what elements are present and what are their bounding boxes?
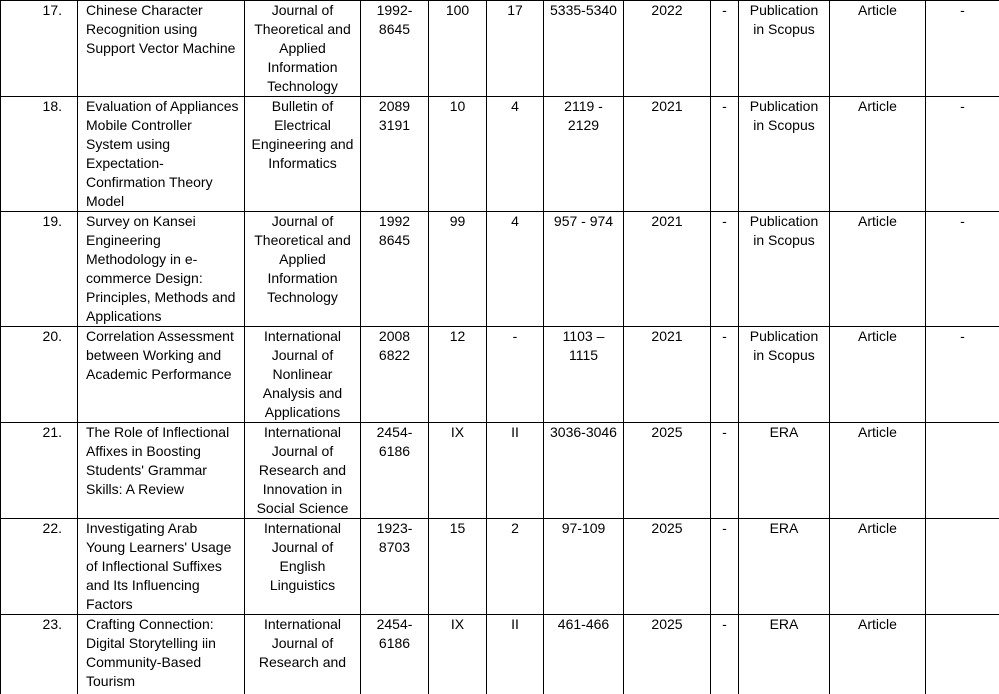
pages: 97-109: [544, 519, 624, 615]
dash-cell: -: [711, 423, 739, 519]
row-number: 22.: [1, 519, 78, 615]
issn: 2454-6186: [361, 423, 429, 519]
dash-cell: -: [711, 519, 739, 615]
issue: 17: [487, 1, 544, 97]
table-row: [1, 97, 999, 212]
row-number: 23.: [1, 615, 78, 694]
publication-type: Article: [830, 212, 926, 327]
article-title: Chinese Character Recognition using Support Vector Machine: [78, 1, 245, 97]
volume: IX: [429, 423, 487, 519]
issn: 2089 3191: [361, 97, 429, 212]
table-row: [1, 519, 999, 615]
year: 2021: [624, 212, 711, 327]
pages: 957 - 974: [544, 212, 624, 327]
volume: 10: [429, 97, 487, 212]
indexing: ERA: [739, 615, 830, 694]
volume: IX: [429, 615, 487, 694]
issn: 1992-8645: [361, 1, 429, 97]
volume: 15: [429, 519, 487, 615]
year: 2025: [624, 423, 711, 519]
volume: 99: [429, 212, 487, 327]
dash-cell: -: [711, 615, 739, 694]
issue: 2: [487, 519, 544, 615]
pages: 3036-3046: [544, 423, 624, 519]
remark: [926, 423, 999, 519]
publications-table-body: [1, 1, 999, 694]
issue: 4: [487, 212, 544, 327]
remark: -: [926, 212, 999, 327]
indexing: Publication in Scopus: [739, 97, 830, 212]
table-row: [1, 212, 999, 327]
row-number: 21.: [1, 423, 78, 519]
dash-cell: -: [711, 1, 739, 97]
article-title: Evaluation of Appliances Mobile Controller System using Expectation-Confirmation Theory Model: [78, 97, 245, 212]
issue: 4: [487, 97, 544, 212]
indexing: ERA: [739, 423, 830, 519]
pages: 1103 – 1115: [544, 327, 624, 423]
dash-cell: -: [711, 327, 739, 423]
volume: 100: [429, 1, 487, 97]
volume: 12: [429, 327, 487, 423]
issn: 1992 8645: [361, 212, 429, 327]
pages: 2119 - 2129: [544, 97, 624, 212]
article-title: Investigating Arab Young Learners' Usage of Inflectional Suffixes and Its Influencing Factors: [78, 519, 245, 615]
remark: -: [926, 327, 999, 423]
dash-cell: -: [711, 97, 739, 212]
row-number: 17.: [1, 1, 78, 97]
remark: [926, 615, 999, 694]
journal-name: Journal of Theoretical and Applied Information Technology: [245, 1, 361, 97]
indexing: ERA: [739, 519, 830, 615]
indexing: Publication in Scopus: [739, 327, 830, 423]
table-row: [1, 327, 999, 423]
journal-name: Bulletin of Electrical Engineering and Informatics: [245, 97, 361, 212]
publication-type: Article: [830, 327, 926, 423]
table-row: [1, 1, 999, 97]
journal-name: Journal of Theoretical and Applied Information Technology: [245, 212, 361, 327]
article-title: Survey on Kansei Engineering Methodology in e-commerce Design: Principles, Methods and Applications: [78, 212, 245, 327]
remark: [926, 519, 999, 615]
table-row: [1, 615, 999, 694]
publication-type: Article: [830, 519, 926, 615]
indexing: Publication in Scopus: [739, 1, 830, 97]
issn: 2008 6822: [361, 327, 429, 423]
indexing: Publication in Scopus: [739, 212, 830, 327]
issue: -: [487, 327, 544, 423]
issn: 1923-8703: [361, 519, 429, 615]
article-title: The Role of Inflectional Affixes in Boosting Students' Grammar Skills: A Review: [78, 423, 245, 519]
remark: -: [926, 1, 999, 97]
row-number: 19.: [1, 212, 78, 327]
issn: 2454-6186: [361, 615, 429, 694]
table-row: [1, 423, 999, 519]
year: 2025: [624, 615, 711, 694]
journal-name: International Journal of English Linguistics: [245, 519, 361, 615]
issue: II: [487, 615, 544, 694]
publication-type: Article: [830, 1, 926, 97]
year: 2021: [624, 327, 711, 423]
remark: -: [926, 97, 999, 212]
publication-type: Article: [830, 97, 926, 212]
year: 2025: [624, 519, 711, 615]
year: 2022: [624, 1, 711, 97]
issue: II: [487, 423, 544, 519]
journal-name: International Journal of Nonlinear Analysis and Applications: [245, 327, 361, 423]
year: 2021: [624, 97, 711, 212]
row-number: 20.: [1, 327, 78, 423]
publication-type: Article: [830, 423, 926, 519]
dash-cell: -: [711, 212, 739, 327]
pages: 461-466: [544, 615, 624, 694]
journal-name: International Journal of Research and: [245, 615, 361, 694]
row-number: 18.: [1, 97, 78, 212]
article-title: Crafting Connection: Digital Storytelling iin Community-Based Tourism: [78, 615, 245, 694]
journal-name: International Journal of Research and Innovation in Social Science: [245, 423, 361, 519]
publication-type: Article: [830, 615, 926, 694]
pages: 5335-5340: [544, 1, 624, 97]
article-title: Correlation Assessment between Working and Academic Performance: [78, 327, 245, 423]
